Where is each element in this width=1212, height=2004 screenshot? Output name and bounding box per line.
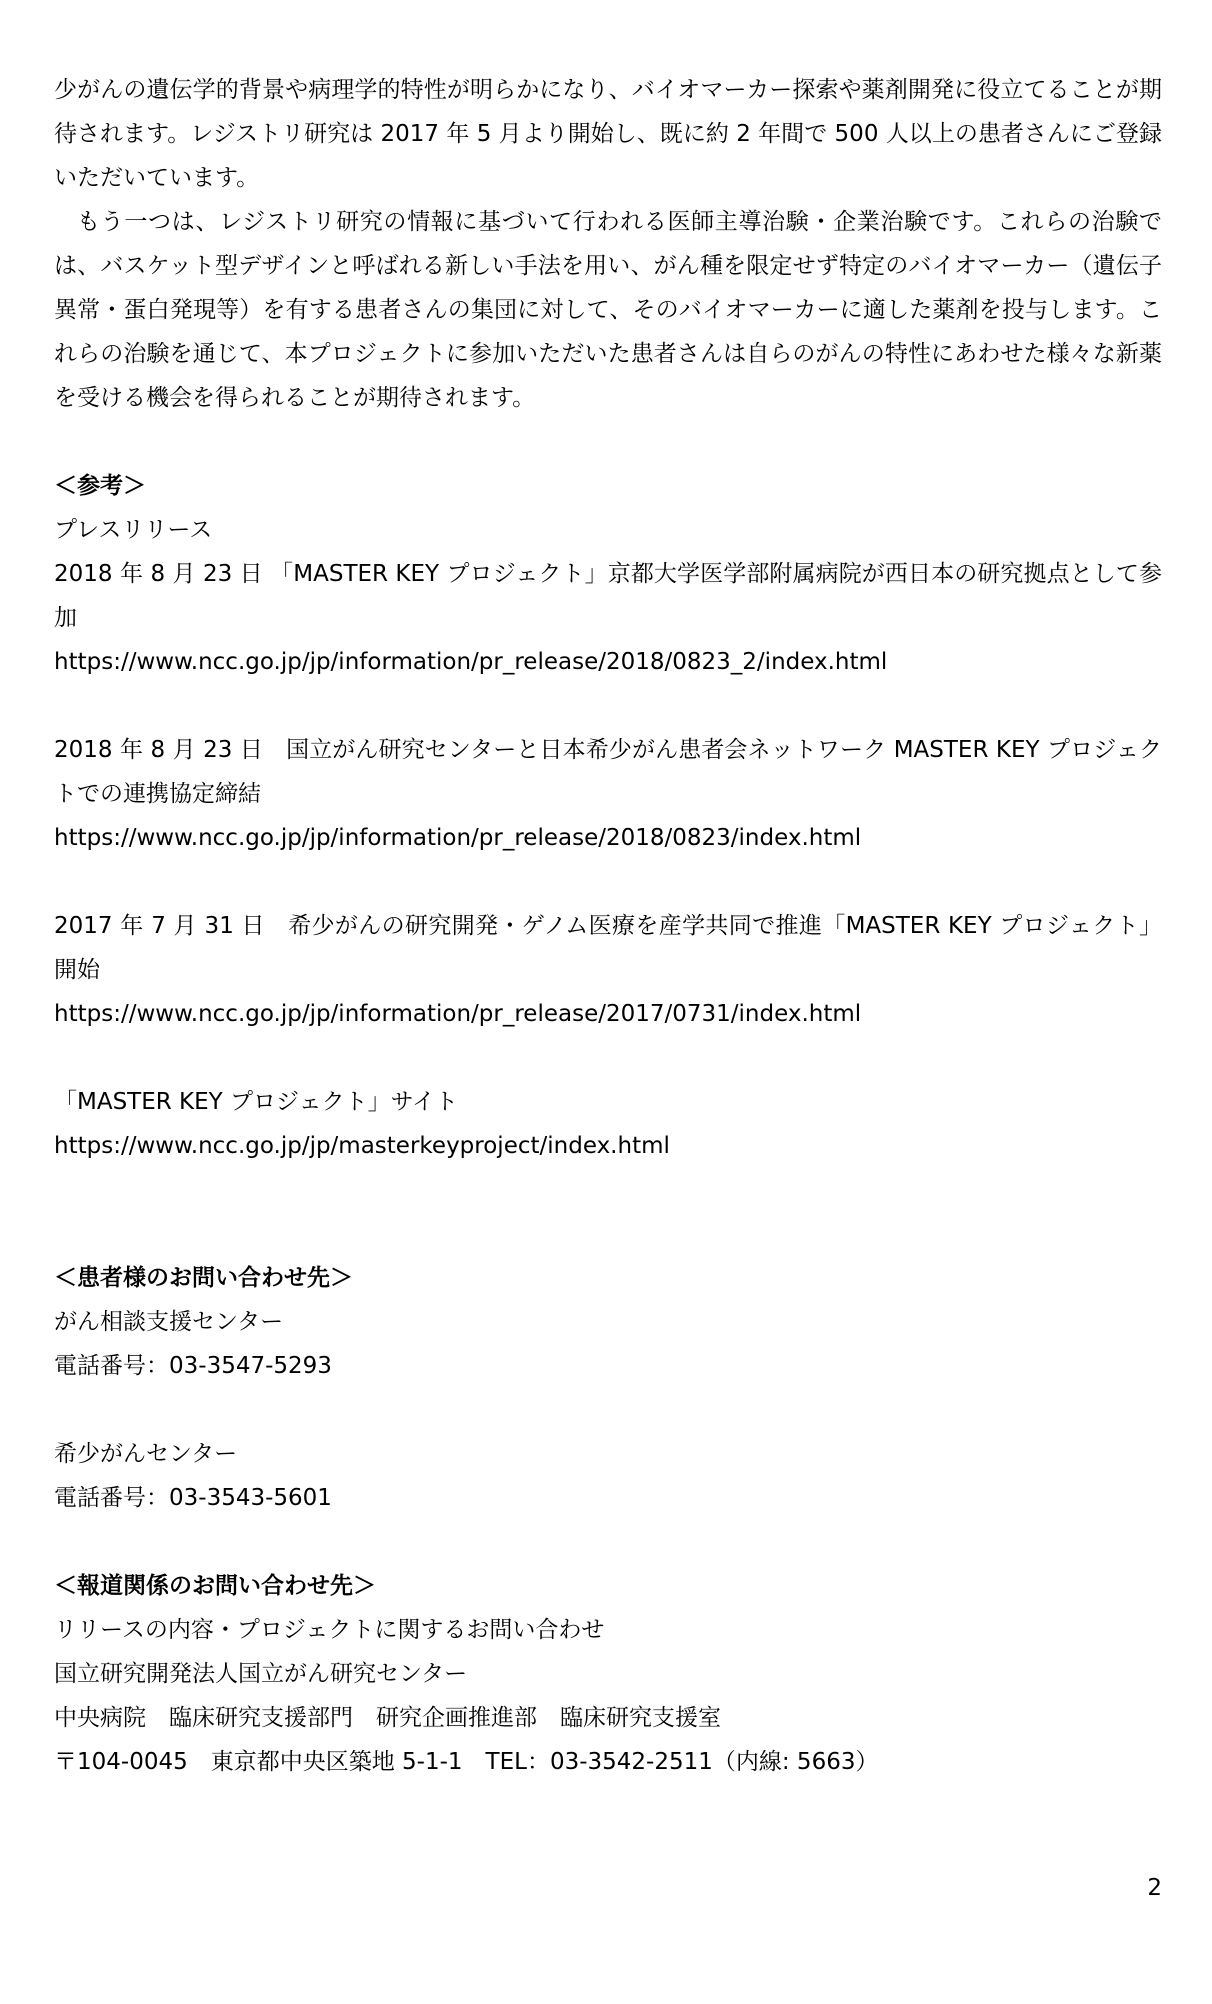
reference-entry [54, 1080, 1162, 1168]
reference-spacer [54, 1036, 1162, 1080]
section-spacer [54, 420, 1162, 464]
rare-cancer-center-phone: 電話番号：03-3543-5601 [54, 1485, 332, 1511]
patient-contact-section [54, 1256, 1162, 1520]
section-spacer [54, 1520, 1162, 1564]
reference-spacer [54, 860, 1162, 904]
body-paragraph-2: もう一つは、レジストリ研究の情報に基づいて行われる医師主導治験・企業治験です。これらの治験では、バスケット型デザインと呼ばれる新しい手法を用い、がん種を限定せず特定のバイオマーカー（遺伝子異常・蛋白発現等）を有する患者さんの集団に対して、そのバイオマーカーに適した薬剤を投与します。これらの治験を通じて、本プロジェクトに参加いただいた患者さんは自らのがんの特性にあわせた様々な新薬を受ける機会を得られることが期待されます。 [54, 209, 1162, 411]
reference-url[interactable]: https://www.ncc.go.jp/jp/information/pr_release/2018/0823_2/index.html [54, 649, 888, 675]
press-contact-address: 〒104-0045 東京都中央区築地 5-1-1 TEL：03-3542-2511（内線: 5663） [54, 1749, 879, 1775]
consultation-center-name: がん相談支援センター [54, 1309, 284, 1335]
press-contact-organization: 国立研究開発法人国立がん研究センター [54, 1661, 468, 1687]
reference-url[interactable]: https://www.ncc.go.jp/jp/information/pr_release/2018/0823/index.html [54, 825, 862, 851]
press-contact-section [54, 1564, 1162, 1784]
consultation-center-phone: 電話番号：03-3547-5293 [54, 1353, 332, 1379]
section-spacer [54, 1168, 1162, 1256]
references-heading: ＜参考＞ [54, 473, 146, 499]
reference-title: 2017 年 7 月 31 日 希少がんの研究開発・ゲノム医療を産学共同で推進「MASTER KEY プロジェクト」開始 [54, 913, 1162, 983]
reference-url[interactable]: https://www.ncc.go.jp/jp/information/pr_release/2017/0731/index.html [54, 1001, 862, 1027]
rare-cancer-center-name: 希少がんセンター [54, 1441, 238, 1467]
page-number: 2 [1147, 1875, 1162, 1901]
body-paragraph-1: 少がんの遺伝学的背景や病理学的特性が明らかになり、バイオマーカー探索や薬剤開発に役立てることが期待されます。レジストリ研究は 2017 年 5 月より開始し、既に約 2 年間で 500 人以上の患者さんにご登録いただいています。 [54, 77, 1162, 191]
press-contact-department: 中央病院 臨床研究支援部門 研究企画推進部 臨床研究支援室 [54, 1705, 721, 1731]
reference-entry [54, 904, 1162, 1036]
press-contact-heading: ＜報道関係のお問い合わせ先＞ [54, 1573, 376, 1599]
reference-title: 「MASTER KEY プロジェクト」サイト [54, 1089, 458, 1115]
reference-spacer [54, 684, 1162, 728]
reference-title: 2018 年 8 月 23 日 国立がん研究センターと日本希少がん患者会ネットワーク MASTER KEY プロジェクトでの連携協定締結 [54, 737, 1162, 807]
reference-title: 2018 年 8 月 23 日 「MASTER KEY プロジェクト」京都大学医学部附属病院が西日本の研究拠点として参加 [54, 561, 1162, 631]
press-release-label: プレスリリース [54, 517, 213, 543]
patient-contact-heading: ＜患者様のお問い合わせ先＞ [54, 1265, 353, 1291]
reference-entry [54, 728, 1162, 860]
contact-spacer [54, 1388, 1162, 1432]
press-contact-subject: リリースの内容・プロジェクトに関するお問い合わせ [54, 1617, 605, 1643]
document-page [54, 68, 1162, 1784]
references-section [54, 464, 1162, 1168]
reference-url[interactable]: https://www.ncc.go.jp/jp/masterkeyproject/index.html [54, 1133, 670, 1159]
reference-entry [54, 552, 1162, 684]
